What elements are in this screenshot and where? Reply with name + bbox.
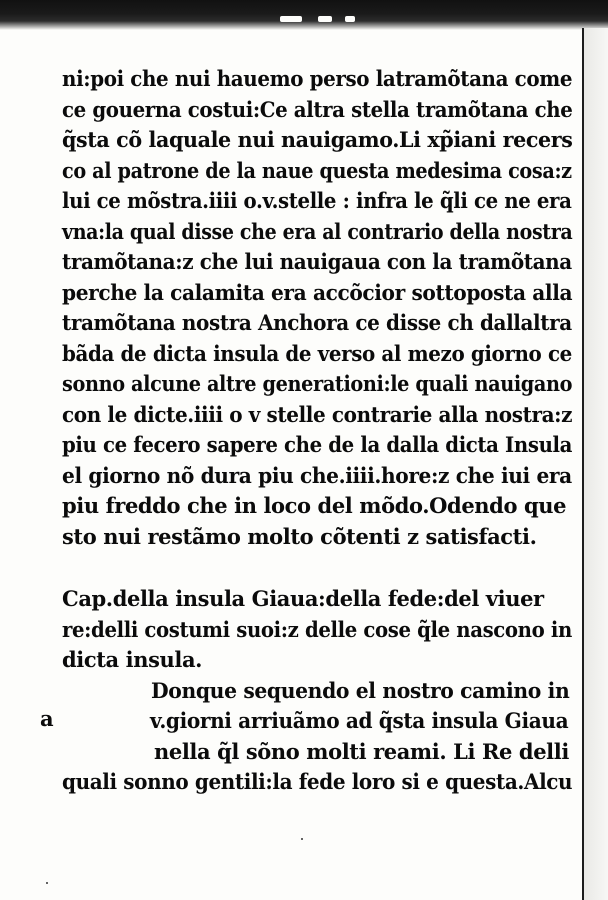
paragraph-gap	[62, 552, 572, 584]
text-line: nella q̃l sõno molti reami. Li Re delli	[154, 738, 569, 764]
text-line: v.giorni arriuãmo ad q̃sta insula Giaua	[150, 708, 569, 733]
text-line: ni:poi che nui hauemo perso latramõtana come	[62, 66, 573, 91]
scan-speck	[301, 838, 303, 840]
scan-right-border	[582, 28, 584, 900]
text-block	[62, 64, 572, 798]
text-line: tramõtana:z che lui nauigaua con la tramõtana	[62, 249, 572, 274]
scan-edge-gap	[280, 16, 302, 22]
text-line: ce gouerna costui:Ce altra stella tramõtana che	[62, 96, 573, 122]
text-line: vna:la qual disse che era al contrario della nostra	[62, 218, 573, 244]
text-line: el giorno nõ dura piu che.iiii.hore:z che iui era	[62, 462, 572, 488]
text-line: sto nui restãmo molto cõtenti z satisfacti.	[62, 523, 537, 549]
chapter-heading-line: re:delli costumi suoi:z delle cose q̃le nascono in	[62, 616, 572, 642]
text-line: con le dicte.iiii o v stelle contrarie alla nostra:z	[62, 401, 573, 427]
text-line: perche la calamita era accõcior sottoposta alla	[62, 279, 573, 305]
text-line: q̃sta cõ laquale nui nauigamo.Li xp̃iani recers	[62, 127, 573, 152]
scan-right-shade	[584, 28, 608, 900]
scan-speck	[46, 882, 48, 884]
scan-edge-gap	[345, 16, 355, 22]
text-line: lui ce mõstra.iiii o.v.stelle : infra le q̃li ce ne era	[62, 188, 572, 213]
text-line: piu freddo che in loco del mõdo.Odendo que	[62, 493, 567, 518]
text-line: sonno alcune altre generationi:le quali nauigano	[62, 371, 573, 396]
margin-letter: a	[40, 706, 54, 731]
text-line: bãda de dicta insula de verso al mezo giorno ce	[62, 340, 572, 366]
scan-top-edge	[0, 0, 608, 30]
text-line: Donque sequendo el nostro camino in	[151, 677, 570, 703]
text-line: quali sonno gentili:la fede loro si e questa.Alcu	[62, 769, 573, 794]
scan-edge-gap	[318, 16, 332, 22]
chapter-heading-line: dicta insula.	[62, 647, 203, 672]
text-line: tramõtana nostra Anchora ce disse ch dallaltra	[62, 310, 572, 335]
chapter-heading-line: Cap.della insula Giaua:della fede:del viuer	[62, 586, 544, 611]
text-line: co al patrone de la naue questa medesima cosa:z	[62, 157, 572, 183]
text-line: piu ce fecero sapere che de la dalla dicta Insula	[62, 432, 573, 457]
